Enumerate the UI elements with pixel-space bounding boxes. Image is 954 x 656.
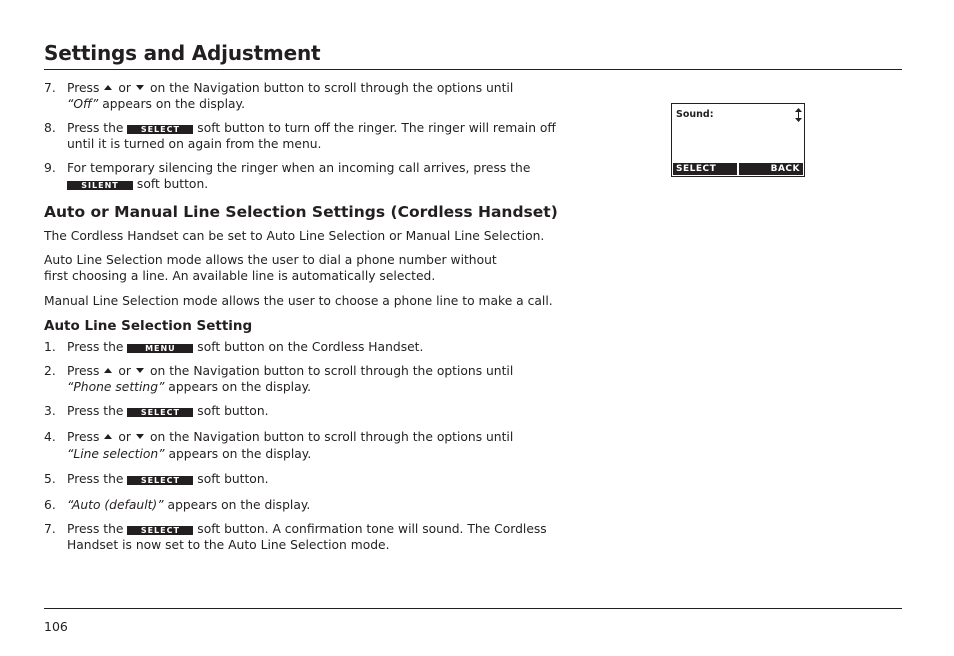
section-heading: Auto or Manual Line Selection Settings (Cordless Handset) (44, 203, 558, 221)
scroll-arrows-icon (795, 108, 802, 122)
select-key-icon: SELECT (127, 526, 193, 535)
up-arrow-icon (104, 368, 112, 373)
sub-heading: Auto Line Selection Setting (44, 318, 253, 334)
handset-display (671, 103, 805, 177)
main-content (44, 80, 564, 553)
select-key-icon: SELECT (127, 408, 193, 417)
step-2: 2. Press or on the Navigation button to scroll through the options until “Phone setting” appears on the display. (44, 364, 514, 394)
up-down-arrows-icon (795, 108, 802, 126)
display-back-softkey: BACK (739, 163, 803, 175)
page-number: 106 (44, 619, 68, 634)
footer-rule (44, 608, 902, 609)
down-arrow-icon (136, 368, 144, 373)
select-key-icon: SELECT (127, 476, 193, 485)
up-arrow-icon (104, 434, 112, 439)
menu-key-icon: MENU (127, 344, 193, 353)
header-rule (44, 69, 902, 70)
step-8-top: 8. Press the SELECT soft button to turn off the ringer. The ringer will remain off until it is turned on again from the menu. (44, 121, 556, 151)
step-7: 7. Press the SELECT soft button. A confirmation tone will sound. The Cordless Handset is now set to the Auto Line Selection mode. (44, 522, 547, 552)
display-soft-key-bar (673, 163, 803, 175)
navigation-label: Navigation (193, 81, 260, 95)
section-paragraph-2: Auto Line Selection mode allows the user to dial a phone number without first choosing a line. An available line is automatically selected. (44, 253, 497, 283)
step-5: 5. Press the SELECT soft button. (44, 472, 269, 486)
step-9-top: 9. For temporary silencing the ringer when an incoming call arrives, press the SILENT soft button. (44, 161, 531, 191)
section-paragraph-1: The Cordless Handset can be set to Auto Line Selection or Manual Line Selection. (44, 229, 545, 243)
step-7-top: 7. Press or on the Navigation button to scroll through the options until “Off” appears on the display. (44, 81, 514, 111)
down-arrow-icon (136, 85, 144, 90)
step-6: 6. “Auto (default)” appears on the display. (44, 498, 311, 512)
select-key-icon: SELECT (127, 125, 193, 134)
step-3: 3. Press the SELECT soft button. (44, 404, 269, 418)
up-arrow-icon (104, 85, 112, 90)
display-label: Sound: (676, 109, 714, 120)
section-paragraph-3: Manual Line Selection mode allows the user to choose a phone line to make a call. (44, 294, 553, 308)
step-1: 1. Press the MENU soft button on the Cordless Handset. (44, 340, 424, 354)
step-4: 4. Press or on the Navigation button to scroll through the options until “Line selection” appears on the display. (44, 430, 514, 461)
silent-key-icon: SILENT (67, 181, 133, 190)
page-title: Settings and Adjustment (44, 41, 321, 65)
display-select-softkey: SELECT (673, 163, 737, 175)
down-arrow-icon (136, 434, 144, 439)
